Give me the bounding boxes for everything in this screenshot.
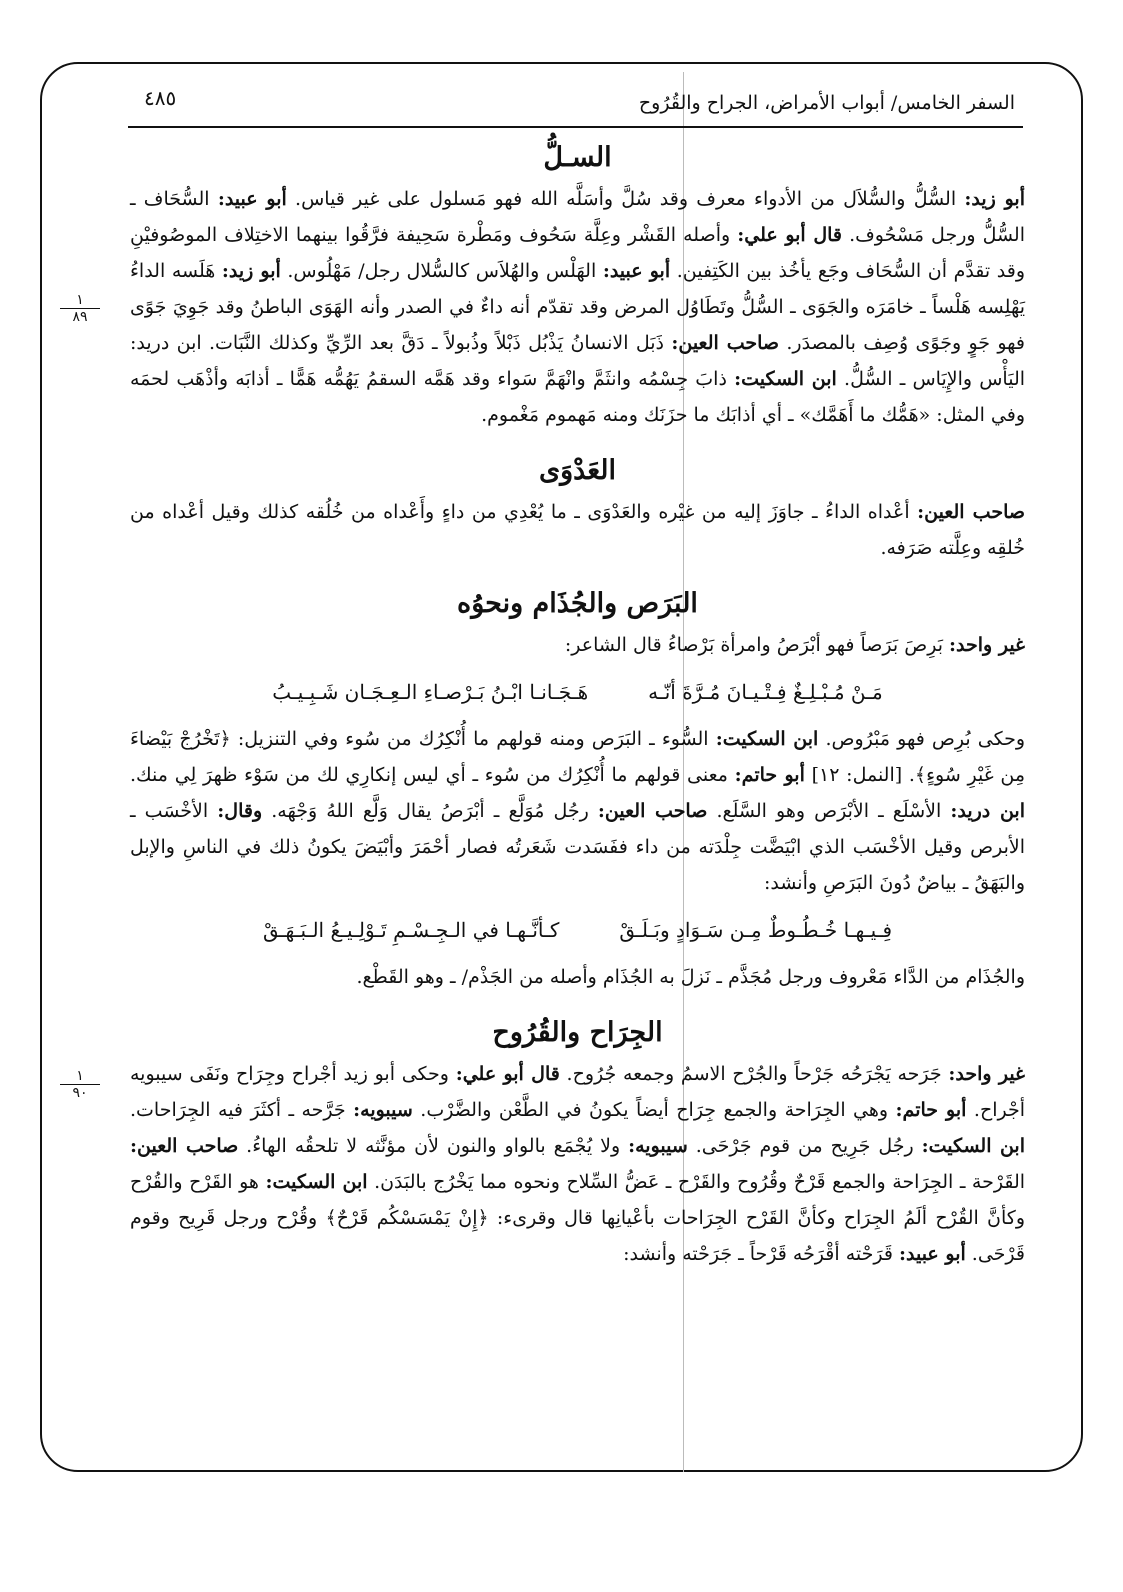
verse-hemistich: كـأنَّـهـا في الـجِـسْـمِ تَـوْلِـيـعُ الـبَـهَـقْ — [262, 918, 560, 942]
paragraph: صاحب العين: أعْداه الداءُ ـ جاوَزَ إليه من غيْره والعَدْوَى ـ ما يُعْدِي من داءٍ وأَعْداه من خُلُقه كذلك وقيل أعْداه من خُلقِه وعِلَّته صَرَفه. — [130, 501, 1025, 559]
page-content — [130, 142, 1025, 1272]
section-title: العَدْوَى — [538, 455, 617, 486]
section-title: السـلُّ — [543, 142, 612, 173]
verse-hemistich: مَـنْ مُـبْـلِـغٌ فِـتْـيـانَ مُـرَّةَ أنّـه — [648, 680, 883, 704]
poetry-verse — [130, 673, 1025, 711]
margin-folio-mark: ١ ٨٩ — [60, 292, 100, 325]
poetry-verse — [130, 911, 1025, 949]
verse-hemistich: فِـيـهـا خُـطُـوطٌ مِـن سَـوَادٍ وبَـلَـقْ — [619, 918, 893, 942]
running-header — [128, 86, 1023, 128]
section-title: الجِرَاح والقُرُوح — [492, 1017, 663, 1048]
paragraph: والجُذَام من الدَّاء مَعْروف ورجل مُجَذَّم ـ نَزلَ به الجُذَام وأصله من الجَذْم/ ـ وهو القَطْع. — [356, 966, 1025, 988]
paragraph: غير واحد: بَرِصَ بَرَصاً فهو أبْرَصُ وامرأة بَرْصاءُ قال الشاعر: — [564, 634, 1025, 656]
paragraph: غير واحد: جَرَحه يَجْرَحُه جَرْحاً والجُرْح الاسمُ وجمعه جُرُوح. قال أبو علي: وحكى أبو زيد أجْراح وجِرَاح ونَفَى سيبويه أجْراح. أبو حاتم: وهي الجِرَاحة والجمع جِرَاح أيضاً يكونُ في الطَّعْن والضَّرْب. سيبويه: جَرَّحه ـ أكثَرَ فيه الجِرَاحات. ابن السكيت: رجُل جَرِيح من قوم جَرْحَى. سيبويه: ولا يُجْمَع بالواو والنون لأن مؤنَّثه لا تلحقُه الهاءُ. صاحب العين: القَرْحة ـ الجِرَاحة والجمع قَرْحٌ وقُرُوح والقَرْح ـ عَضُّ السِّلاح ونحوه مما يَخْرُج بالبَدَن. ابن السكيت: هو القَرْح والقُرْح وكأنَّ القُرْح ألَمُ الجِرَاح وكأنَّ القَرْح الجِرَاحات بأعْيانِها قال وقرىء: ﴿إِنْ يَمْسَسْكُم قَرْحٌ﴾ وقُرْح ورجل قَرِيح وقوم قَرْحَى. أبو عبيد: قَرَحْته أقْرَحُه قَرْحاً ـ جَرَحْته وأنشد: — [130, 1063, 1026, 1265]
paragraph: أبو زيد: السُّلُّ والسُّلاَل من الأدواء معرف وقد سُلَّ وأسَلَّه الله فهو مَسلول على غير قياس. أبو عبيد: السُّحَاف ـ السُّلُّ ورجل مَسْحُوف. قال أبو علي: وأصله القَشْر وعِلَّة سَحُوف ومَطْرة سَحِيفة فرَّقُوا بينهما الاختِلاف الموصُوفيْنِ وقد تقدَّم أن السُّحَاف وجَع يأخُذ بين الكَتِفين. أبو عبيد: الهَلْس والهُلاَس كالسُّلال رجل/ مَهْلُوس. أبو زيد: هَلَسه الداءُ يَهْلِسه هَلْساً ـ خامَرَه والجَوَى ـ السُّلُّ وتَطَاوُل المرض وقد تقدّم أنه داءٌ في الصدر وأنه الهَوَى الباطنُ وقد جَوِيَ جَوًى فهو جَوٍ وجَوًى وُصِف بالمصدَر. صاحب العين: ذَبَل الانسانُ يَذْبُل ذَبْلاً وذُبولاً ـ دَقَّ بعد الرِّيِّ وكذلك النَّبَات. ابن دريد: اليَأْس والإِيَاس ـ السُّلُّ. ابن السكيت: ذابَ جِسْمُه وانثَمَّ وانْهَمَّ سَواء وقد هَمَّه السقمُ يَهُمُّه هَمًّا ـ أذابَه وأذْهَب لحمَه وفي المثل: «هَمُّك ما أَهَمَّك» ـ أي أذابَك ما حزَنَك ومنه مَهموم مَغْموم. — [130, 188, 1026, 426]
section-title: البَرَص والجُذَام ونحوُه — [457, 588, 698, 619]
verse-hemistich: هَـجَـانـا ابْـنُ بَـرْصـاءِ الـعِـجَـان شَـبِـيـبُ — [272, 680, 589, 704]
header-title: السفر الخامس/ أبواب الأمراض، الجراح والقُرُوح — [638, 92, 1015, 114]
page-number: ٤٨٥ — [144, 86, 177, 110]
margin-folio-mark: ١ ٩٠ — [60, 1068, 100, 1101]
paragraph: وحكى بُرِص فهو مَبْرُوص. ابن السكيت: السُّوء ـ البَرَص ومنه قولهم ما أُنْكِرُك من سُوء وفي التنزيل: ﴿تَخْرُجْ بَيْضاءَ مِن غَيْرِ سُوءٍ﴾. [النمل: ١٢] أبو حاتم: معنى قولهم ما أُنْكِرُك من سُوء ـ أي ليس إنكارِي لك من سَوْء ظهرَ لِي منك. ابن دريد: الأسْلَع ـ الأبْرَص وهو السَّلَع. صاحب العين: رجُل مُوَلَّع ـ أبْرَصُ يقال وَلَّع اللهُ وَجْهَه. وقال: الأخْسَب ـ الأبرص وقيل الأخْسَب الذي ابْيَضَّت جِلْدَته من داء ففَسَدت شَعَرتُه فصار أحْمَرَ وأبْيَضَ يكونُ ذلك في الناسِ والإبل والبَهَقُ ـ بياضٌ دُونَ البَرَصِ وأنشد: — [130, 728, 1026, 894]
